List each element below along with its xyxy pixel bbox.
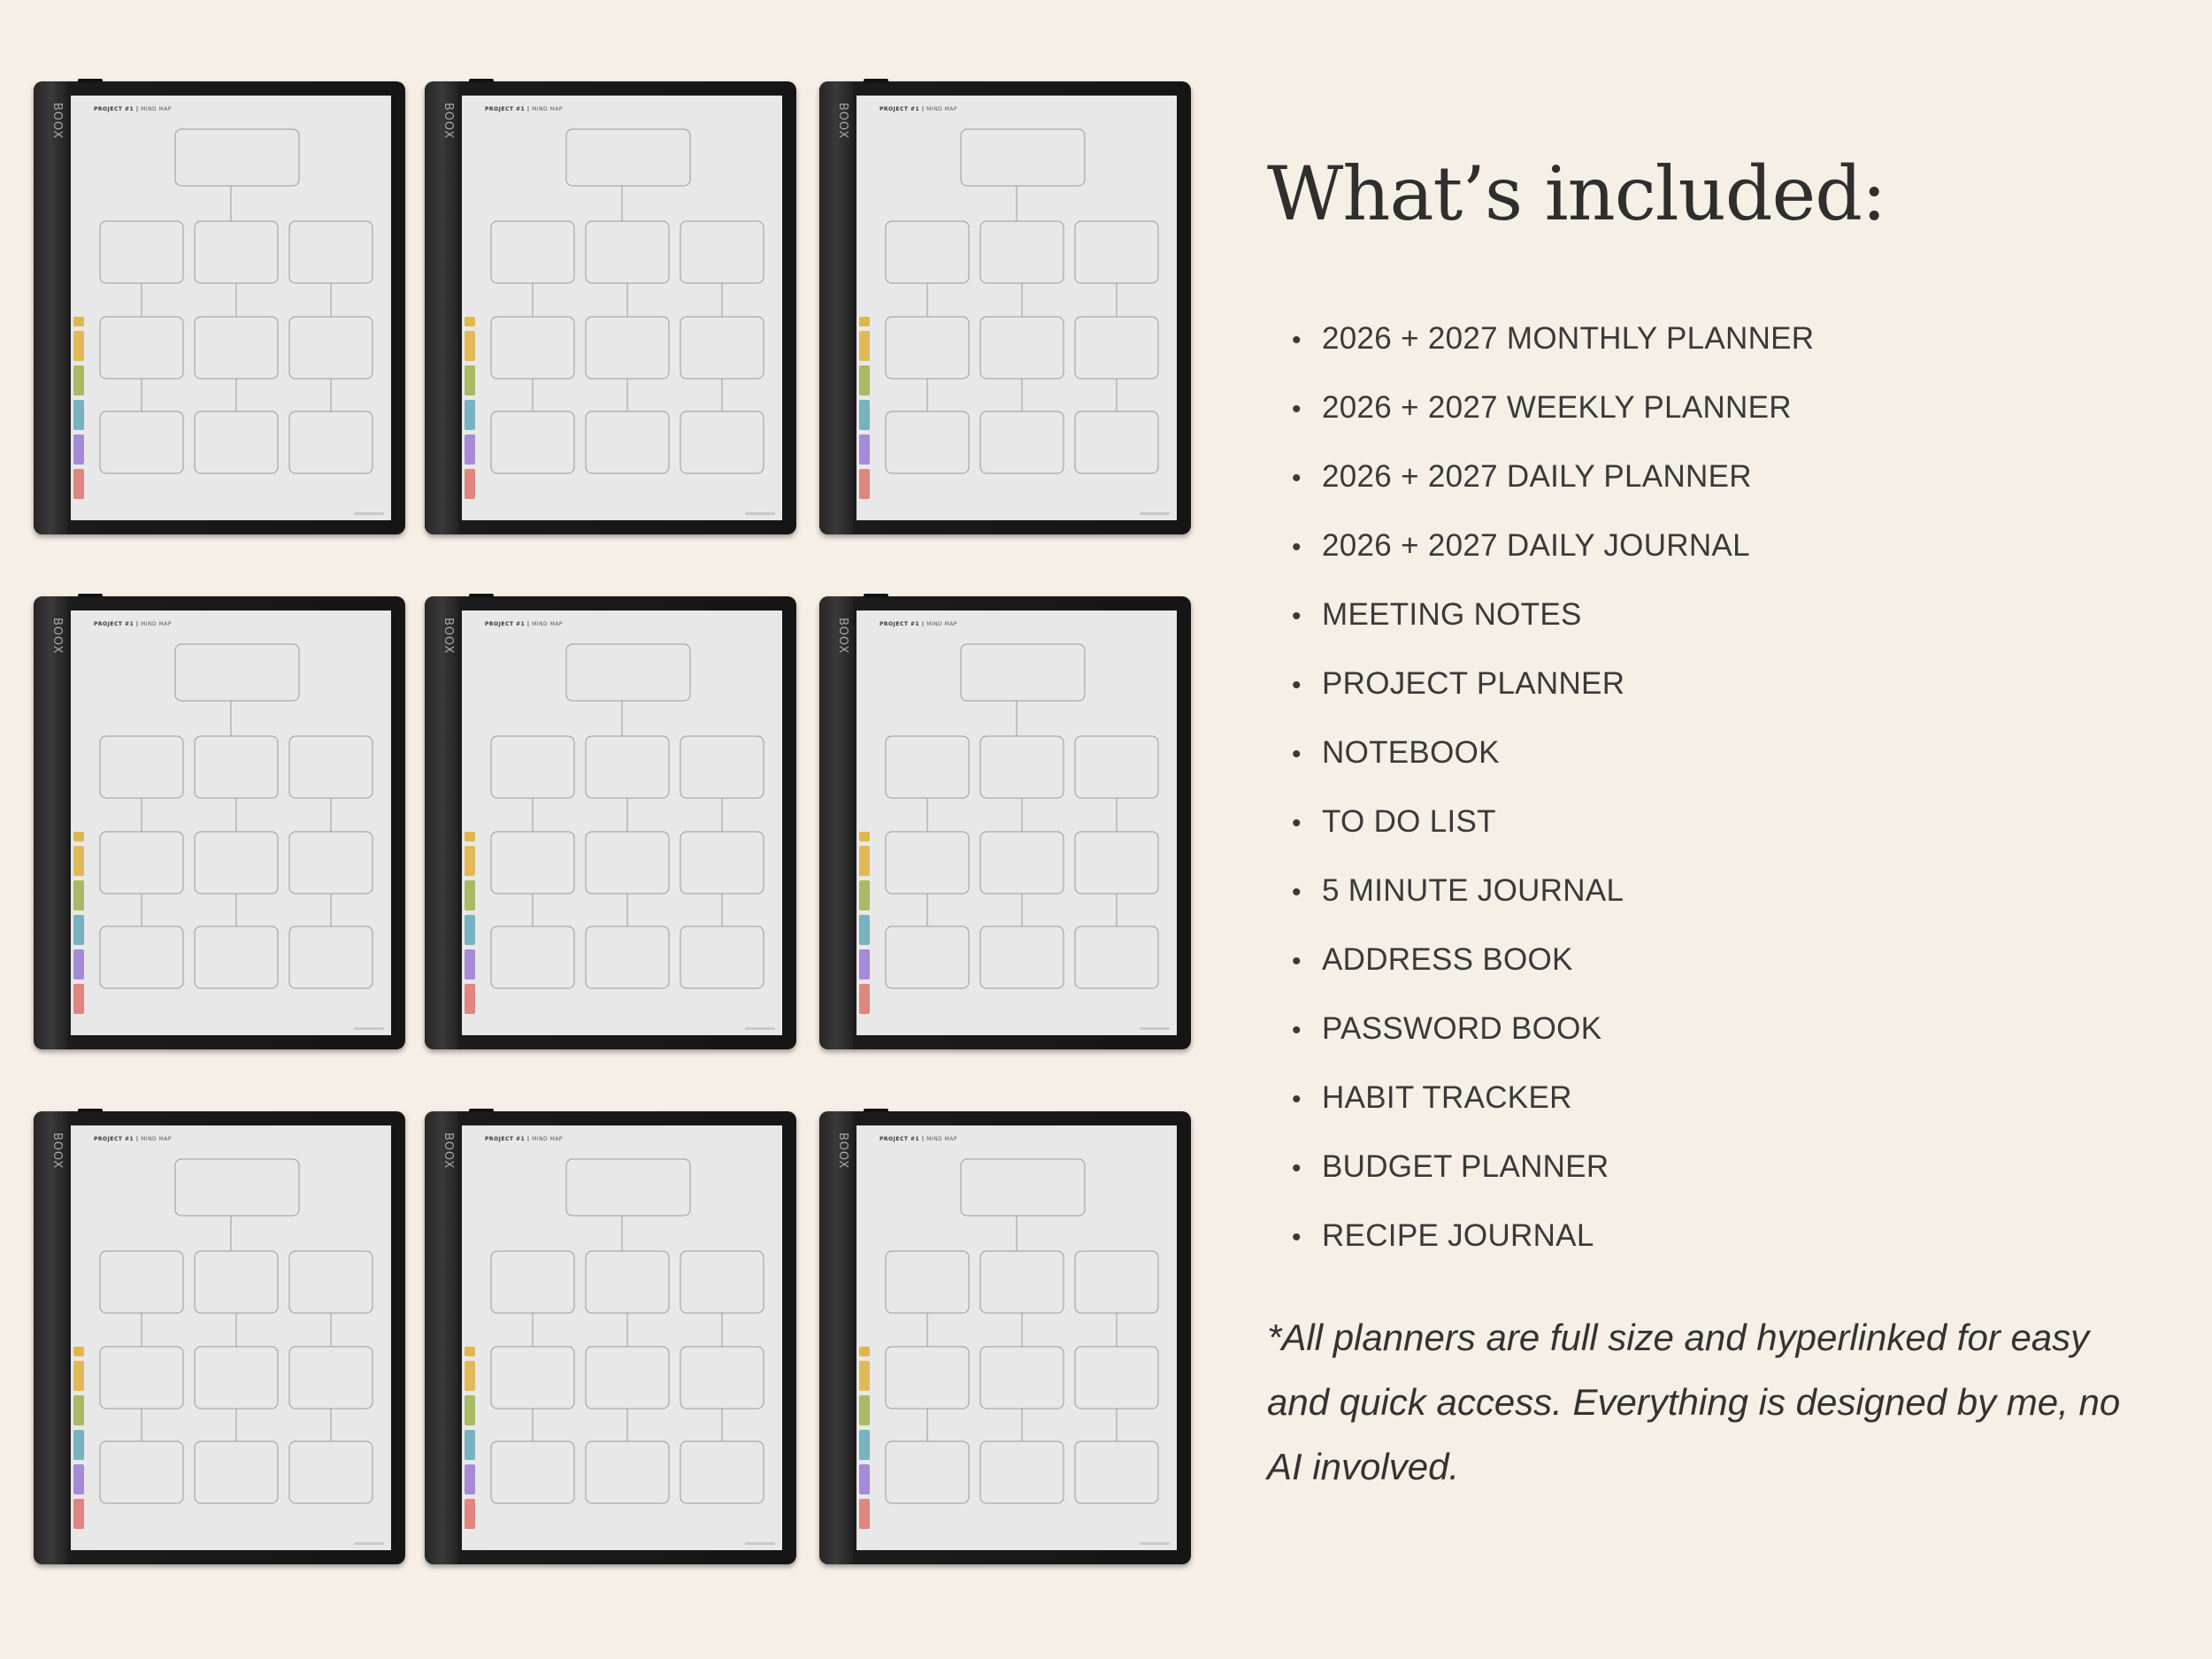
planner-tab[interactable] (859, 949, 870, 979)
power-button (864, 1109, 888, 1112)
planner-tab[interactable] (859, 1430, 870, 1460)
planner-page-title-text: PROJECT #1 (94, 1136, 134, 1142)
power-button (864, 594, 888, 597)
planner-tab[interactable] (465, 1347, 475, 1356)
mind-map-node[interactable] (491, 926, 574, 988)
mind-map-node[interactable] (491, 1441, 574, 1503)
planner-tab[interactable] (859, 1395, 870, 1425)
mind-map-node[interactable] (886, 317, 969, 379)
mind-map-node[interactable] (289, 736, 373, 798)
side-tabs (465, 832, 475, 1018)
mind-map-node[interactable] (175, 1159, 299, 1216)
device-spine (425, 1111, 458, 1564)
planner-tab[interactable] (465, 1361, 475, 1391)
bullet-icon: • (1292, 1154, 1302, 1183)
mind-map-node[interactable] (586, 411, 669, 473)
bullet-icon: • (1292, 533, 1302, 562)
bullet-icon: • (1292, 947, 1302, 976)
title-separator: | (919, 1136, 927, 1142)
included-item-label: 2026 + 2027 WEEKLY PLANNER (1322, 390, 1792, 425)
mind-map-node[interactable] (100, 832, 183, 894)
mind-map-node[interactable] (289, 221, 373, 283)
mind-map-node[interactable] (289, 1347, 373, 1409)
device-brand: BOOX (836, 1133, 849, 1170)
mind-map-node[interactable] (1075, 736, 1158, 798)
device-spine (34, 81, 67, 534)
mind-map-node[interactable] (886, 926, 969, 988)
device-screen (71, 1125, 391, 1550)
planner-tab[interactable] (859, 365, 870, 396)
mind-map-node[interactable] (586, 1251, 669, 1313)
mind-map-node[interactable] (195, 317, 278, 379)
mind-map-node[interactable] (195, 1251, 278, 1313)
included-item-label: 2026 + 2027 DAILY PLANNER (1322, 459, 1752, 494)
mind-map-node[interactable] (195, 411, 278, 473)
included-item (1292, 730, 1814, 799)
mind-map-node[interactable] (586, 221, 669, 283)
mind-map-node[interactable] (680, 221, 764, 283)
mind-map-diagram (856, 1125, 1177, 1550)
mind-map-node[interactable] (886, 832, 969, 894)
title-separator: | (134, 621, 142, 627)
included-item (1292, 1075, 1814, 1144)
mind-map-diagram (462, 611, 782, 1035)
planner-page-subtitle: MIND MAP (141, 106, 172, 112)
mind-map-node[interactable] (289, 832, 373, 894)
mind-map-diagram (462, 96, 782, 520)
included-item (1292, 385, 1814, 454)
page-footer-mark (1140, 512, 1170, 515)
mind-map-node[interactable] (680, 411, 764, 473)
device-brand: BOOX (50, 618, 64, 655)
footnote: *All planners are full size and hyperlinked for easy and quick access. Everything is designed by me, no AI involved. (1267, 1317, 2121, 1487)
planner-page-subtitle: MIND MAP (926, 106, 957, 112)
mind-map-node[interactable] (980, 832, 1064, 894)
planner-device (819, 81, 1191, 534)
planner-tab[interactable] (465, 880, 475, 910)
device-screen (856, 611, 1177, 1035)
mind-map-node[interactable] (100, 411, 183, 473)
title-separator: | (134, 106, 142, 112)
mind-map-diagram (71, 96, 391, 520)
device-brand: BOOX (50, 1133, 64, 1170)
bullet-icon: • (1292, 671, 1302, 700)
planner-page-title-text: PROJECT #1 (94, 106, 134, 112)
included-item-label: HABIT TRACKER (1322, 1080, 1572, 1115)
bullet-icon: • (1292, 395, 1302, 424)
mind-map-node[interactable] (566, 129, 690, 186)
mind-map-node[interactable] (586, 736, 669, 798)
mind-map-node[interactable] (1075, 317, 1158, 379)
mind-map-node[interactable] (491, 1347, 574, 1409)
included-item-label: 2026 + 2027 MONTHLY PLANNER (1322, 321, 1815, 356)
included-item (1292, 1144, 1814, 1213)
included-item-label: MEETING NOTES (1322, 597, 1582, 632)
device-brand: BOOX (442, 1133, 455, 1170)
planner-tab[interactable] (859, 832, 870, 841)
mind-map-node[interactable] (680, 1441, 764, 1503)
mind-map-node[interactable] (195, 221, 278, 283)
included-item (1292, 316, 1814, 385)
planner-tab[interactable] (859, 1464, 870, 1494)
side-tabs (465, 1347, 475, 1533)
title-separator: | (525, 621, 533, 627)
planner-tab[interactable] (465, 949, 475, 979)
device-spine (819, 1111, 853, 1564)
planner-tab[interactable] (859, 317, 870, 326)
side-tabs (859, 317, 870, 503)
planner-page-title-text: PROJECT #1 (879, 1136, 920, 1142)
bullet-icon: • (1292, 1016, 1302, 1045)
title-separator: | (525, 106, 533, 112)
mind-map-node[interactable] (680, 1251, 764, 1313)
included-item (1292, 1006, 1814, 1075)
power-button (78, 79, 103, 82)
mind-map-node[interactable] (491, 736, 574, 798)
mind-map-node[interactable] (289, 926, 373, 988)
mind-map-node[interactable] (980, 1441, 1064, 1503)
mind-map-node[interactable] (1075, 1347, 1158, 1409)
planner-page-subtitle: MIND MAP (532, 106, 563, 112)
mind-map-node[interactable] (1075, 1441, 1158, 1503)
mind-map-node[interactable] (491, 411, 574, 473)
device-spine (425, 596, 458, 1049)
mind-map-node[interactable] (586, 1441, 669, 1503)
mind-map-node[interactable] (195, 736, 278, 798)
planner-tab[interactable] (465, 400, 475, 430)
side-tabs (465, 317, 475, 503)
mind-map-node[interactable] (886, 1347, 969, 1409)
included-item (1292, 592, 1814, 661)
page-footer-mark (1140, 1027, 1170, 1030)
mind-map-node[interactable] (100, 1441, 183, 1503)
mind-map-node[interactable] (100, 926, 183, 988)
planner-device (425, 596, 796, 1049)
planner-page-title-text: PROJECT #1 (879, 106, 920, 112)
planner-tab[interactable] (465, 434, 475, 465)
title-separator: | (919, 621, 927, 627)
planner-device (34, 81, 405, 534)
planner-page-title-text: PROJECT #1 (879, 621, 920, 627)
included-list (1292, 316, 1814, 1282)
planner-tab[interactable] (859, 1361, 870, 1391)
device-spine (819, 81, 853, 534)
mind-map-node[interactable] (980, 926, 1064, 988)
mind-map-node[interactable] (491, 221, 574, 283)
mind-map-node[interactable] (491, 317, 574, 379)
planner-tab[interactable] (73, 400, 84, 430)
planner-tab[interactable] (859, 1347, 870, 1356)
mind-map-node[interactable] (100, 317, 183, 379)
mind-map-node[interactable] (1075, 832, 1158, 894)
planner-page-subtitle: MIND MAP (532, 1136, 563, 1142)
planner-tab[interactable] (465, 1464, 475, 1494)
mind-map-node[interactable] (961, 644, 1085, 701)
mind-map-node[interactable] (586, 317, 669, 379)
planner-tab[interactable] (465, 984, 475, 1014)
planner-device (425, 1111, 796, 1564)
mind-map-node[interactable] (1075, 411, 1158, 473)
planner-page-subtitle: MIND MAP (141, 1136, 172, 1142)
mind-map-node[interactable] (886, 221, 969, 283)
included-item-label: PASSWORD BOOK (1322, 1011, 1602, 1046)
mind-map-node[interactable] (289, 317, 373, 379)
planner-device (425, 81, 796, 534)
device-screen (71, 96, 391, 520)
side-tabs (859, 832, 870, 1018)
planner-tab[interactable] (73, 880, 84, 910)
mind-map-node[interactable] (980, 1347, 1064, 1409)
mind-map-node[interactable] (100, 221, 183, 283)
bullet-icon: • (1292, 878, 1302, 907)
planner-tab[interactable] (859, 434, 870, 465)
planner-tab[interactable] (73, 365, 84, 396)
planner-tab[interactable] (73, 846, 84, 876)
mind-map-node[interactable] (980, 1251, 1064, 1313)
mind-map-node[interactable] (886, 1251, 969, 1313)
mind-map-node[interactable] (680, 1347, 764, 1409)
device-grid (34, 81, 1191, 1568)
planner-tab[interactable] (465, 365, 475, 396)
included-item-label: ADDRESS BOOK (1322, 942, 1573, 977)
planner-tab[interactable] (73, 949, 84, 979)
planner-device (34, 1111, 405, 1564)
planner-tab[interactable] (465, 846, 475, 876)
page-footer-mark (354, 1027, 384, 1030)
planner-tab[interactable] (73, 915, 84, 945)
included-item-label: NOTEBOOK (1322, 735, 1500, 770)
planner-tab[interactable] (73, 434, 84, 465)
mind-map-diagram (71, 611, 391, 1035)
bullet-icon: • (1292, 740, 1302, 769)
included-item-label: 5 MINUTE JOURNAL (1322, 873, 1624, 908)
mind-map-node[interactable] (586, 1347, 669, 1409)
planner-tab[interactable] (859, 1499, 870, 1529)
bullet-icon: • (1292, 326, 1302, 355)
power-button (78, 594, 103, 597)
planner-tab[interactable] (465, 1430, 475, 1460)
mind-map-node[interactable] (586, 832, 669, 894)
title-separator: | (919, 106, 927, 112)
device-brand: BOOX (836, 103, 849, 140)
mind-map-node[interactable] (980, 317, 1064, 379)
planner-tab[interactable] (73, 317, 84, 326)
planner-tab[interactable] (73, 1361, 84, 1391)
device-spine (34, 596, 67, 1049)
included-item (1292, 1213, 1814, 1282)
mind-map-node[interactable] (289, 1441, 373, 1503)
power-button (78, 1109, 103, 1112)
device-spine (34, 1111, 67, 1564)
mind-map-node[interactable] (980, 221, 1064, 283)
planner-tab[interactable] (73, 1395, 84, 1425)
planner-device (819, 596, 1191, 1049)
included-item (1292, 454, 1814, 523)
device-screen (856, 96, 1177, 520)
device-screen (462, 1125, 782, 1550)
included-item-label: PROJECT PLANNER (1322, 666, 1625, 701)
mind-map-node[interactable] (100, 1347, 183, 1409)
device-screen (462, 96, 782, 520)
mind-map-node[interactable] (289, 1251, 373, 1313)
side-tabs (73, 832, 84, 1018)
planner-tab[interactable] (73, 1347, 84, 1356)
power-button (469, 79, 494, 82)
planner-tab[interactable] (859, 915, 870, 945)
side-tabs (73, 1347, 84, 1533)
planner-tab[interactable] (465, 331, 475, 361)
planner-page-subtitle: MIND MAP (532, 621, 563, 627)
mind-map-node[interactable] (886, 411, 969, 473)
planner-tab[interactable] (73, 1499, 84, 1529)
page-footer-mark (354, 1542, 384, 1545)
mind-map-node[interactable] (100, 1251, 183, 1313)
mind-map-node[interactable] (980, 736, 1064, 798)
planner-tab[interactable] (859, 984, 870, 1014)
mind-map-node[interactable] (980, 411, 1064, 473)
device-brand: BOOX (442, 103, 455, 140)
mind-map-node[interactable] (195, 1347, 278, 1409)
side-tabs (73, 317, 84, 503)
mind-map-node[interactable] (680, 926, 764, 988)
mind-map-node[interactable] (175, 644, 299, 701)
mind-map-node[interactable] (289, 411, 373, 473)
included-item (1292, 661, 1814, 730)
mind-map-diagram (856, 611, 1177, 1035)
page-footer-mark (1140, 1542, 1170, 1545)
planner-tab[interactable] (73, 984, 84, 1014)
mind-map-node[interactable] (1075, 926, 1158, 988)
included-item (1292, 937, 1814, 1006)
included-item (1292, 523, 1814, 592)
mind-map-node[interactable] (100, 736, 183, 798)
planner-tab[interactable] (859, 469, 870, 499)
included-item (1292, 799, 1814, 868)
planner-page-subtitle: MIND MAP (141, 621, 172, 627)
device-brand: BOOX (836, 618, 849, 655)
mind-map-node[interactable] (1075, 1251, 1158, 1313)
bullet-icon: • (1292, 464, 1302, 493)
planner-page-title-text: PROJECT #1 (485, 106, 526, 112)
bullet-icon: • (1292, 1085, 1302, 1114)
device-screen (462, 611, 782, 1035)
mind-map-node[interactable] (886, 736, 969, 798)
mind-map-node[interactable] (586, 926, 669, 988)
mind-map-node[interactable] (175, 129, 299, 186)
bullet-icon: • (1292, 602, 1302, 631)
planner-tab[interactable] (73, 1430, 84, 1460)
mind-map-node[interactable] (886, 1441, 969, 1503)
mind-map-node[interactable] (961, 129, 1085, 186)
side-tabs (859, 1347, 870, 1533)
power-button (469, 594, 494, 597)
planner-page-subtitle: MIND MAP (926, 1136, 957, 1142)
planner-page-subtitle: MIND MAP (926, 621, 957, 627)
planner-tab[interactable] (73, 331, 84, 361)
planner-page-title-text: PROJECT #1 (485, 1136, 526, 1142)
included-item (1292, 868, 1814, 937)
planner-page-title-text: PROJECT #1 (485, 621, 526, 627)
mind-map-diagram (856, 96, 1177, 520)
planner-tab[interactable] (73, 1464, 84, 1494)
device-brand: BOOX (50, 103, 64, 140)
device-screen (71, 611, 391, 1035)
planner-tab[interactable] (859, 331, 870, 361)
mind-map-node[interactable] (680, 317, 764, 379)
planner-tab[interactable] (465, 469, 475, 499)
planner-tab[interactable] (465, 1499, 475, 1529)
planner-tab[interactable] (73, 832, 84, 841)
included-item-label: TO DO LIST (1322, 804, 1496, 839)
mind-map-node[interactable] (961, 1159, 1085, 1216)
included-item-label: BUDGET PLANNER (1322, 1149, 1609, 1184)
title-separator: | (525, 1136, 533, 1142)
mind-map-node[interactable] (491, 1251, 574, 1313)
planner-tab[interactable] (465, 317, 475, 326)
device-spine (819, 596, 853, 1049)
device-spine (425, 81, 458, 534)
mind-map-diagram (462, 1125, 782, 1550)
mind-map-node[interactable] (680, 736, 764, 798)
planner-tab[interactable] (859, 880, 870, 910)
page-footer-mark (745, 1027, 775, 1030)
page-footer-mark (354, 512, 384, 515)
title-separator: | (134, 1136, 142, 1142)
mind-map-node[interactable] (680, 832, 764, 894)
bullet-icon: • (1292, 809, 1302, 838)
page-footer-mark (745, 1542, 775, 1545)
mind-map-diagram (71, 1125, 391, 1550)
planner-device (34, 596, 405, 1049)
page-footer-mark (745, 512, 775, 515)
mind-map-node[interactable] (1075, 221, 1158, 283)
mind-map-node[interactable] (195, 832, 278, 894)
planner-device (819, 1111, 1191, 1564)
mind-map-node[interactable] (195, 1441, 278, 1503)
planner-tab[interactable] (73, 469, 84, 499)
device-screen (856, 1125, 1177, 1550)
planner-tab[interactable] (465, 832, 475, 841)
device-brand: BOOX (442, 618, 455, 655)
planner-tab[interactable] (859, 400, 870, 430)
mind-map-node[interactable] (566, 1159, 690, 1216)
planner-tab[interactable] (465, 915, 475, 945)
planner-tab[interactable] (465, 1395, 475, 1425)
power-button (864, 79, 888, 82)
planner-tab[interactable] (859, 846, 870, 876)
page-heading: What’s included: (1267, 150, 1886, 237)
mind-map-node[interactable] (491, 832, 574, 894)
bullet-icon: • (1292, 1223, 1302, 1252)
planner-page-title-text: PROJECT #1 (94, 621, 134, 627)
mind-map-node[interactable] (195, 926, 278, 988)
included-item-label: 2026 + 2027 DAILY JOURNAL (1322, 528, 1750, 563)
power-button (469, 1109, 494, 1112)
included-item-label: RECIPE JOURNAL (1322, 1218, 1594, 1253)
mind-map-node[interactable] (566, 644, 690, 701)
